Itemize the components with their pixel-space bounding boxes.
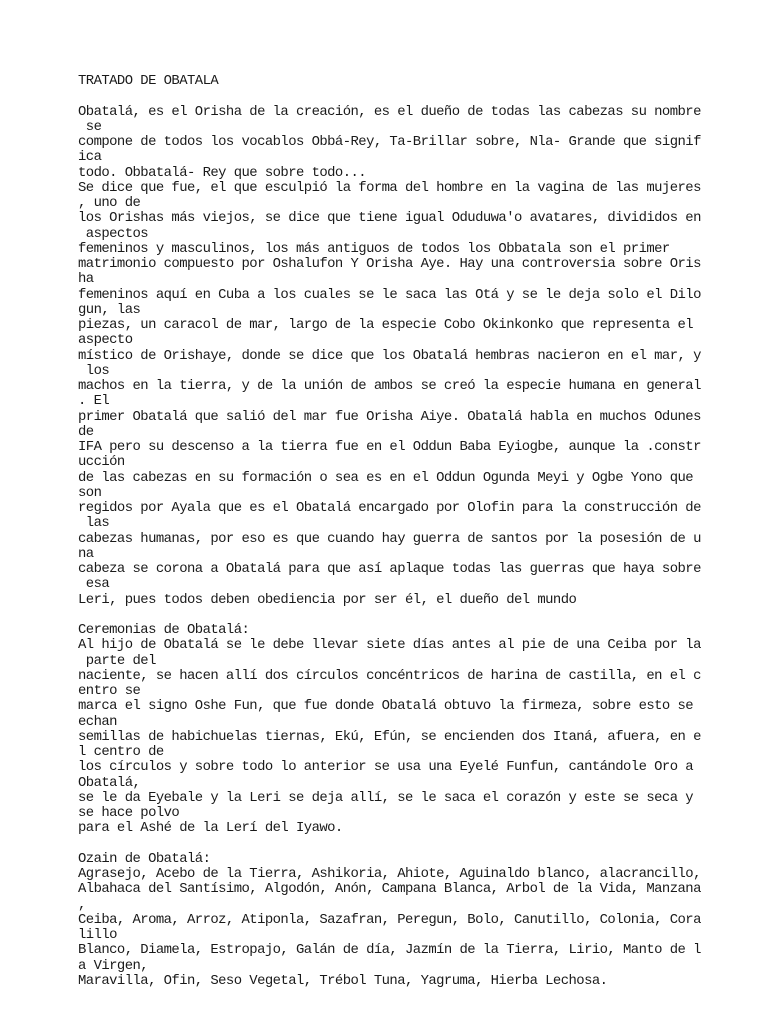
text-line: na xyxy=(78,545,94,562)
text-line: l centro de xyxy=(78,744,164,760)
text-line: cabezas humanas, por eso es que cuando hay guerra de santos por la posesión de u xyxy=(78,530,701,547)
text-line: compone de todos los vocablos Obbá-Rey, Ta-Brillar sobre, Nla- Grande que signif xyxy=(78,134,701,150)
document-page xyxy=(78,73,701,989)
text-line: se hace polvo xyxy=(78,805,180,821)
text-line: primer Obatalá que salió del mar fue Orisha Aiye. Obatalá habla en muchos Odunes xyxy=(78,408,701,425)
text-line: esa xyxy=(78,576,110,593)
text-line: ucción xyxy=(78,454,125,471)
text-line: Se dice que fue, el que esculpió la forma del hombre en la vagina de las mujeres xyxy=(78,179,701,196)
text-line: femeninos y masculinos, los más antiguos de todos los Obbatala son el primer xyxy=(78,240,670,257)
text-line: Al hijo de Obatalá se le debe llevar siete días antes al pie de una Ceiba por la xyxy=(78,637,701,654)
text-line: místico de Orishaye, donde se dice que los Obatalá hembras nacieron en el mar, y xyxy=(78,347,701,364)
text-line: parte del xyxy=(78,652,156,669)
text-line: aspecto xyxy=(78,332,133,349)
text-line: Maravilla, Ofin, Seso Vegetal, Trébol Tuna, Yagruma, Hierba Lechosa. xyxy=(78,972,608,989)
blank-line xyxy=(78,608,698,623)
text-line: se le da Eyebale y la Leri se deja allí, se le saca el corazón y este se seca y xyxy=(78,789,694,806)
text-line: para el Ashé de la Lerí del Iyawo. xyxy=(78,820,343,837)
text-line: regidos por Ayala que es el Obatalá encargado por Olofin para la construcción de xyxy=(78,500,701,516)
text-line: machos en la tierra, y de la unión de ambos se creó la especie humana en general xyxy=(78,378,701,394)
text-line: . El xyxy=(78,393,110,410)
text-line: Albahaca del Santísimo, Algodón, Anón, Campana Blanca, Arbol de la Vida, Manzana xyxy=(78,881,701,898)
text-line: semillas de habichuelas tiernas, Ekú, Efún, se encienden dos Itaná, afuera, en e xyxy=(78,728,701,745)
text-line: , uno de xyxy=(78,195,141,211)
text-line: Obatalá, xyxy=(78,774,141,791)
text-line: entro se xyxy=(78,683,141,699)
text-line: IFA pero su descenso a la tierra fue en el Oddun Baba Eyiogbe, aunque la .constr xyxy=(78,439,701,455)
text-line: lillo xyxy=(78,927,117,943)
text-line: Blanco, Diamela, Estropajo, Galán de día, Jazmín de la Tierra, Lirio, Manto de l xyxy=(78,942,701,959)
text-line: son xyxy=(78,484,102,501)
text-line: piezas, un caracol de mar, largo de la especie Cobo Okinkonko que representa el xyxy=(78,317,694,333)
text-line: ica xyxy=(78,149,102,166)
text-line: Ceiba, Aroma, Arroz, Atiponla, Sazafran, Peregun, Bolo, Canutillo, Colonia, Cora xyxy=(78,911,701,928)
text-line: Obatalá, es el Orisha de la creación, es el dueño de todas las cabezas su nombre xyxy=(78,103,701,120)
blank-line xyxy=(78,837,698,852)
text-line: los círculos y sobre todo lo anterior se usa una Eyelé Funfun, cantándole Oro a xyxy=(78,759,694,776)
section-heading-ceremonias: Ceremonias de Obatalá: xyxy=(78,622,250,638)
blank-line xyxy=(78,89,698,104)
text-line: echan xyxy=(78,713,117,730)
text-line: los Orishas más viejos, se dice que tiene igual Oduduwa'o avatares, divididos en xyxy=(78,210,701,227)
text-line: , xyxy=(78,896,86,913)
text-line: gun, las xyxy=(78,301,141,318)
text-line: femeninos aquí en Cuba a los cuales se le saca las Otá y se le deja solo el Dilo xyxy=(78,286,701,303)
text-line: cabeza se corona a Obatalá para que así aplaque todas las guerras que haya sobre xyxy=(78,561,701,577)
text-line: aspectos xyxy=(78,225,149,242)
text-line: las xyxy=(78,515,110,532)
text-line: los xyxy=(78,362,110,379)
text-line: naciente, se hacen allí dos círculos concéntricos de harina de castilla, en el c xyxy=(78,667,701,684)
text-line: a Virgen, xyxy=(78,957,149,974)
text-line: de las cabezas en su formación o sea es en el Oddun Ogunda Meyi y Ogbe Yono que xyxy=(78,469,694,486)
text-line: matrimonio compuesto por Oshalufon Y Orisha Aye. Hay una controversia sobre Oris xyxy=(78,256,701,272)
text-line: de xyxy=(78,423,94,440)
text-line: ha xyxy=(78,271,94,288)
text-line: todo. Obbatalá- Rey que sobre todo... xyxy=(78,164,367,181)
section-heading-ozain: Ozain de Obatalá: xyxy=(78,850,211,867)
document-title: TRATADO DE OBATALA xyxy=(78,73,219,89)
text-line: Leri, pues todos deben obediencia por ser él, el dueño del mundo xyxy=(78,591,577,608)
text-line: marca el signo Oshe Fun, que fue donde Obatalá obtuvo la firmeza, sobre esto se xyxy=(78,698,694,715)
text-line: se xyxy=(78,118,102,135)
text-line: Agrasejo, Acebo de la Tierra, Ashikoria, Ahiote, Aguinaldo blanco, alacrancillo, xyxy=(78,866,701,882)
